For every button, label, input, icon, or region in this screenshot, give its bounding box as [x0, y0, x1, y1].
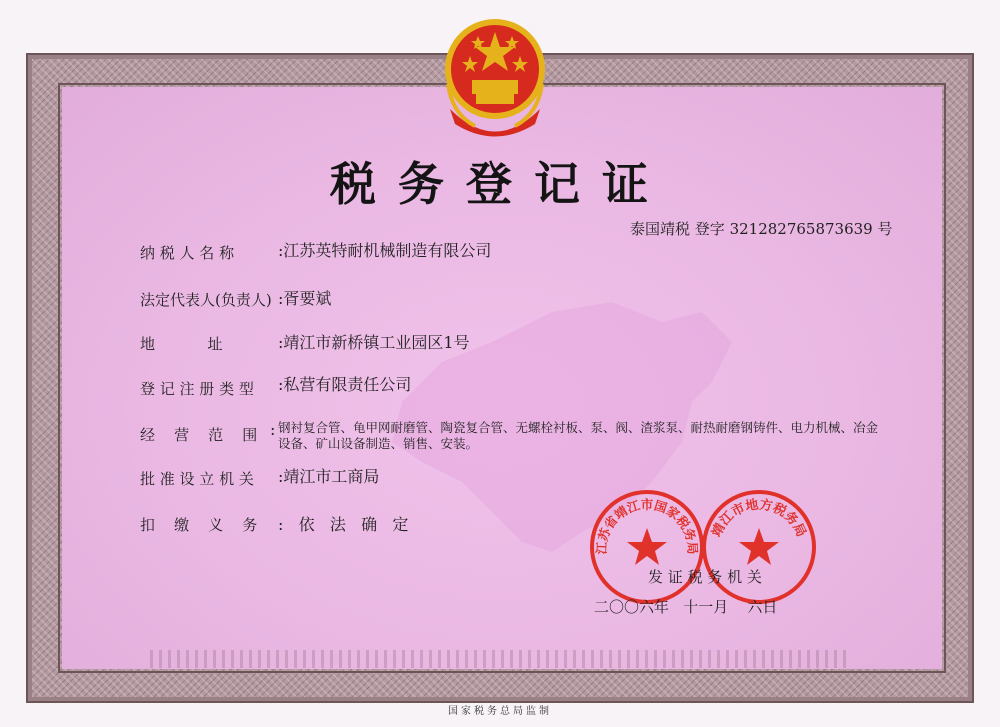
legal-representative-label: 法定代表人(负责人)	[140, 291, 272, 309]
withholding-obligation-label: 扣 缴 义 务	[140, 516, 258, 534]
registration-prefix: 泰国靖税 登字	[630, 220, 725, 238]
bottom-ornament	[150, 650, 850, 668]
issue-date: 二〇〇六年 十一月 六日	[594, 598, 778, 616]
right-stamp-text: 靖江市地方税务局	[709, 497, 809, 540]
approval-authority-label: 批 准 设 立 机 关	[140, 470, 254, 488]
supervision-footer: 国家税务总局监制	[448, 706, 552, 717]
registration-number-line	[630, 218, 893, 239]
registration-type-value: :私营有限责任公司	[278, 375, 412, 394]
left-stamp-text: 江苏省靖江市国家税务局	[593, 496, 701, 555]
registration-suffix: 号	[877, 220, 893, 238]
approval-authority-value: :靖江市工商局	[278, 467, 380, 486]
business-scope-value: 钢衬复合管、龟甲网耐磨管、陶瓷复合管、无螺栓衬板、泵、阀、渣浆泵、耐热耐磨钢铸件、电力机械、冶金设备、矿山设备制造、销售、安装。	[278, 420, 879, 451]
legal-representative-value: :胥要斌	[278, 289, 332, 308]
taxpayer-name-label: 纳 税 人 名 称	[140, 244, 235, 262]
certificate-title: 税务登记证	[330, 157, 670, 211]
withholding-obligation-value: : 依 法 确 定	[278, 515, 409, 534]
issuing-authority: 发 证 税 务 机 关	[648, 568, 762, 586]
registration-type-label: 登 记 注 册 类 型	[140, 380, 254, 398]
local-tax-bureau-stamp	[700, 488, 818, 606]
national-emblem-icon	[440, 14, 550, 144]
address-label: 地 址	[140, 335, 223, 353]
national-tax-bureau-stamp	[588, 488, 706, 606]
address-value: :靖江市新桥镇工业园区1号	[278, 333, 470, 352]
taxpayer-name-value: :江苏英特耐机械制造有限公司	[278, 241, 492, 260]
registration-number: 321282765873639	[729, 220, 873, 238]
business-scope-label: 经 营 范 围	[140, 426, 258, 444]
business-scope-colon: :	[270, 420, 276, 439]
